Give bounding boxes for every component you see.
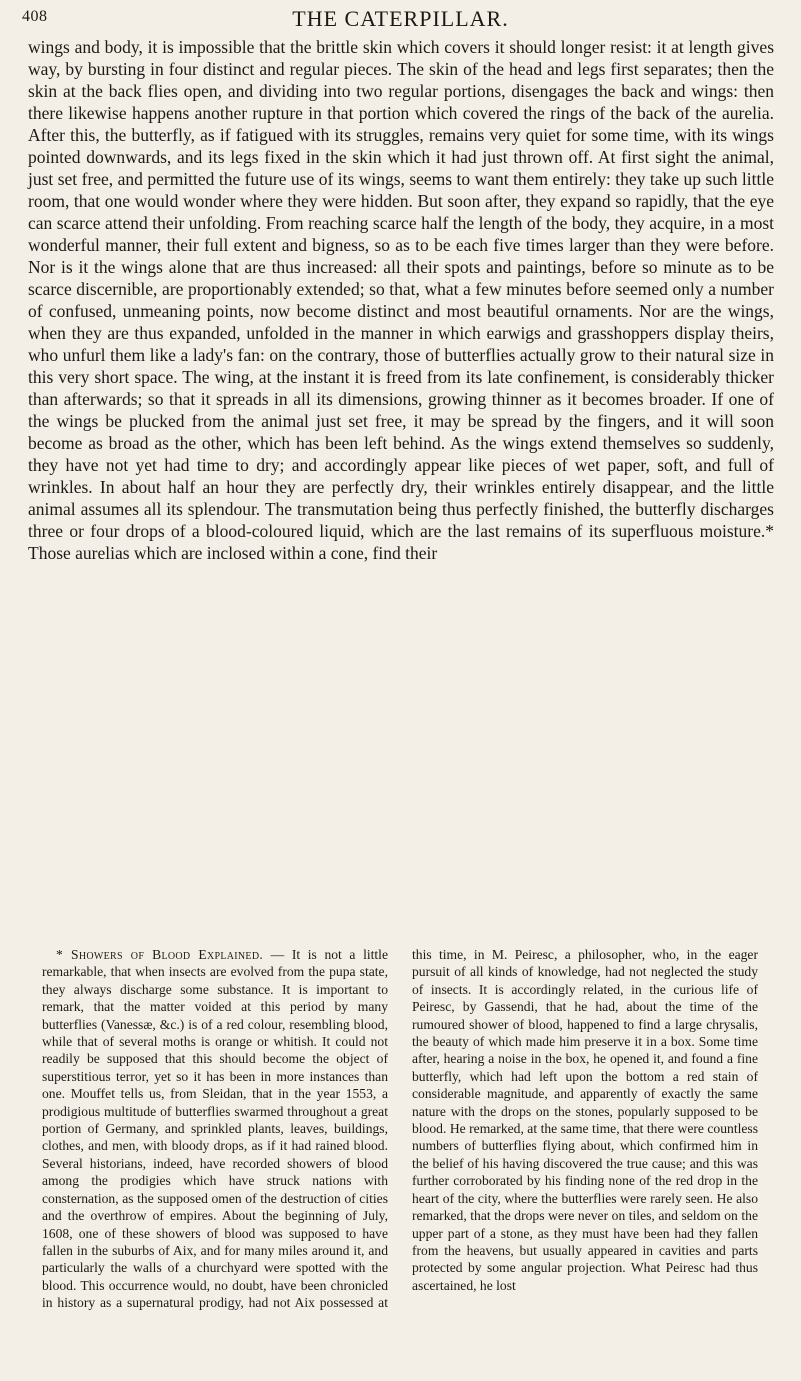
running-title: THE CATERPILLAR. — [292, 6, 509, 31]
footnote-heading: * Showers of Blood Explained. — [56, 947, 264, 962]
footnote-block — [42, 946, 758, 1366]
main-paragraph: wings and body, it is impossible that the brittle skin which covers it should longer resist: it at length gives way, by bursting in four distinct and regular pieces. The skin of the head and legs first separates; then the skin at the back flies open, and dividing into two regular portions, disengages the back and wings: then there likewise happens another rupture in that portion which covered the rings of the back of the aurelia. After this, the butterfly, as if fatigued with its struggles, remains very quiet for some time, with its wings pointed downwards, and its legs fixed in the skin which it had just thrown off. At first sight the animal, just set free, and permitted the future use of its wings, seems to want them entirely: they take up such little room, that one would wonder where they were hidden. But soon after, they expand so rapidly, that the eye can scarce attend their unfolding. From reaching scarce half the length of the body, they acquire, in a most wonderful manner, their full extent and bigness, so as to be each five times larger than they were before. Nor is it the wings alone that are thus increased: all their spots and paintings, before so minute as to be scarce discernible, are proportionably extended; so that, what a few minutes before seemed only a number of confused, unmeaning points, now become distinct and most beautiful ornaments. Nor are the wings, when they are thus expanded, unfolded in the manner in which earwigs and grasshoppers display theirs, who unfurl them like a lady's fan: on the contrary, those of butterflies actually grow to their natural size in this very short space. The wing, at the instant it is freed from its late confinement, is considerably thicker than afterwards; so that it spreads in all its dimensions, growing thinner as it becomes broader. If one of the wings be plucked from the animal just set free, it may be spread by the fingers, and it will soon become as broad as the other, which has been left behind. As the wings extend themselves so suddenly, they have not yet had time to dry; and accordingly appear like pieces of wet paper, soft, and full of wrinkles. In about half an hour they are perfectly dry, their wrinkles entirely disappear, and the little animal assumes all its splendour. The transmutation being thus perfectly finished, the butterfly discharges three or four drops of a blood-coloured liquid, which are the last remains of its superfluous moisture.* Those aurelias which are inclosed within a cone, find their — [28, 37, 774, 563]
footnote — [42, 946, 758, 1312]
footnote-text: — It is not a little remarkable, that when insects are evolved from the pupa state, they always discharge some substance. It is important to remark, that the matter voided at this period by many butterflies (Vanessæ, &c.) is of a red colour, resembling blood, while that of several moths is orange or whitish. It could not readily be supposed that this should become the object of superstitious terror, yet so it has been in more instances than one. Mouffet tells us, from Sleidan, that in the year 1553, a prodigious multitude of butterflies swarmed throughout a great portion of Germany, and sprinkled plants, leaves, buildings, clothes, and men, with bloody drops, as if it had rained blood. Several historians, indeed, have recorded showers of blood among the prodigies which have struck nations with consternation, as the supposed omen of the destruction of cities and the overthrow of empires. About the beginning of July, 1608, one of these showers of blood was supposed to have fallen in the suburbs of Aix, and for many miles around it, and particularly the walls of a churchyard were spotted with the blood. This occurrence would, no doubt, have been chronicled in history as a supernatural prodigy, had not Aix possessed at this time, in M. Peiresc, a philosopher, who, in the eager pursuit of all kinds of knowledge, had not neglected the study of insects. It is accordingly related, in the curious life of Peiresc, by Gassendi, that he had, about the time of the rumoured shower of blood, happened to find a large chrysalis, the beauty of which made him preserve it in a box. Some time after, hearing a noise in the box, he opened it, and found a fine butterfly, which had left upon the bottom a red stain of considerable magnitude, and apparently of exactly the same nature with the drops on the stones, popularly supposed to be blood. He remarked, at the same time, that there were countless numbers of butterflies flying about, which confirmed him in the belief of his having discovered the true cause; and this was further corroborated by his finding none of the red drop in the heart of the city, where the butterflies were rarely seen. He also remarked, that the drops were never on tiles, and seldom on the upper part of a stone, as they must have been had they fallen from the heavens, but usually appeared in cavities and parts protected by some angular projection. What Peiresc had thus ascertained, he lost — [42, 947, 758, 1311]
page-header — [22, 6, 779, 30]
page-number: 408 — [22, 8, 48, 25]
